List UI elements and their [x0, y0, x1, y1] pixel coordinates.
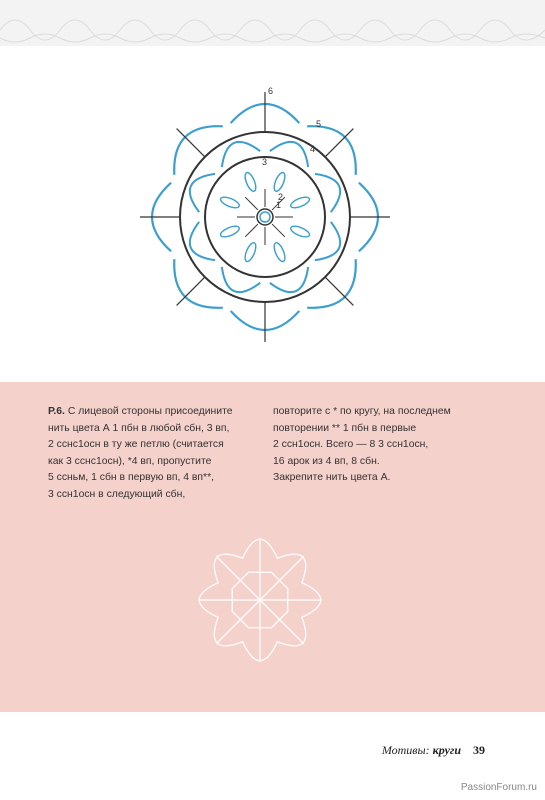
inner-petal	[219, 195, 241, 210]
round-label-5: 5	[316, 119, 322, 129]
instructions-right-column	[273, 404, 503, 487]
decorative-header-band	[0, 0, 545, 46]
middle-scallop	[190, 222, 215, 260]
instruction-line: 2 сснс1осн в ту же петлю (считается	[48, 439, 224, 451]
page-number: 39	[473, 743, 485, 757]
middle-scallop	[222, 267, 260, 292]
motif-watermark-icon	[170, 510, 350, 690]
inner-petal	[243, 171, 258, 193]
middle-scallop	[315, 222, 340, 260]
round-number: Р.6.	[48, 406, 65, 417]
center-stitch	[272, 224, 285, 237]
watermark-ray	[216, 556, 260, 600]
crochet-chart-diagram	[130, 72, 400, 362]
round-label-3: 3	[262, 157, 268, 167]
middle-scallop	[190, 174, 215, 212]
middle-scallop	[270, 267, 308, 292]
lace-border-ornament	[0, 0, 545, 46]
round-label-6: 6	[268, 86, 274, 96]
inner-petal	[289, 224, 311, 239]
round-label-2: 2	[278, 192, 284, 202]
inner-petal	[289, 195, 311, 210]
section-title: Мотивы:	[381, 743, 433, 757]
instruction-line: как 3 сснс1осн), *4 вп, пропустите	[48, 455, 212, 467]
watermark-ray	[260, 600, 304, 644]
center-stitch	[245, 197, 258, 210]
round-label-1: 1	[276, 200, 282, 210]
instruction-line: Р.6. С лицевой стороны присоедините	[48, 406, 233, 417]
instruction-line: 2 ссн1осн. Всего — 8 3 ссн1осн,	[273, 439, 429, 451]
inner-petal	[243, 241, 258, 263]
instruction-line: 16 арок из 4 вп, 8 сбн.	[273, 455, 380, 467]
instructions-left-column	[48, 404, 278, 504]
inner-petal	[219, 224, 241, 239]
watermark-ray	[260, 556, 304, 600]
subsection-title: круги	[432, 743, 461, 757]
middle-scallop	[270, 142, 308, 167]
watermark-ray	[216, 600, 260, 644]
inner-petal	[272, 171, 287, 193]
inner-petal	[272, 241, 287, 263]
instruction-line: повторите с * по кругу, на последнем	[273, 406, 451, 417]
center-stitch	[245, 224, 258, 237]
site-watermark: PassionForum.ru	[460, 782, 537, 793]
instruction-line: 3 ссн1осн в следующий сбн,	[48, 488, 186, 500]
round-label-4: 4	[310, 144, 316, 154]
middle-scallop	[222, 142, 260, 167]
instruction-line: повторении ** 1 пбн в первые	[273, 422, 417, 434]
instruction-line: нить цвета А 1 пбн в любой сбн, 3 вп,	[48, 422, 230, 434]
page-footer	[382, 743, 485, 758]
instruction-line: Закрепите нить цвета А.	[273, 472, 391, 484]
middle-scallop	[315, 174, 340, 212]
instruction-line: 5 ссньм, 1 сбн в первую вп, 4 вп**,	[48, 472, 215, 484]
